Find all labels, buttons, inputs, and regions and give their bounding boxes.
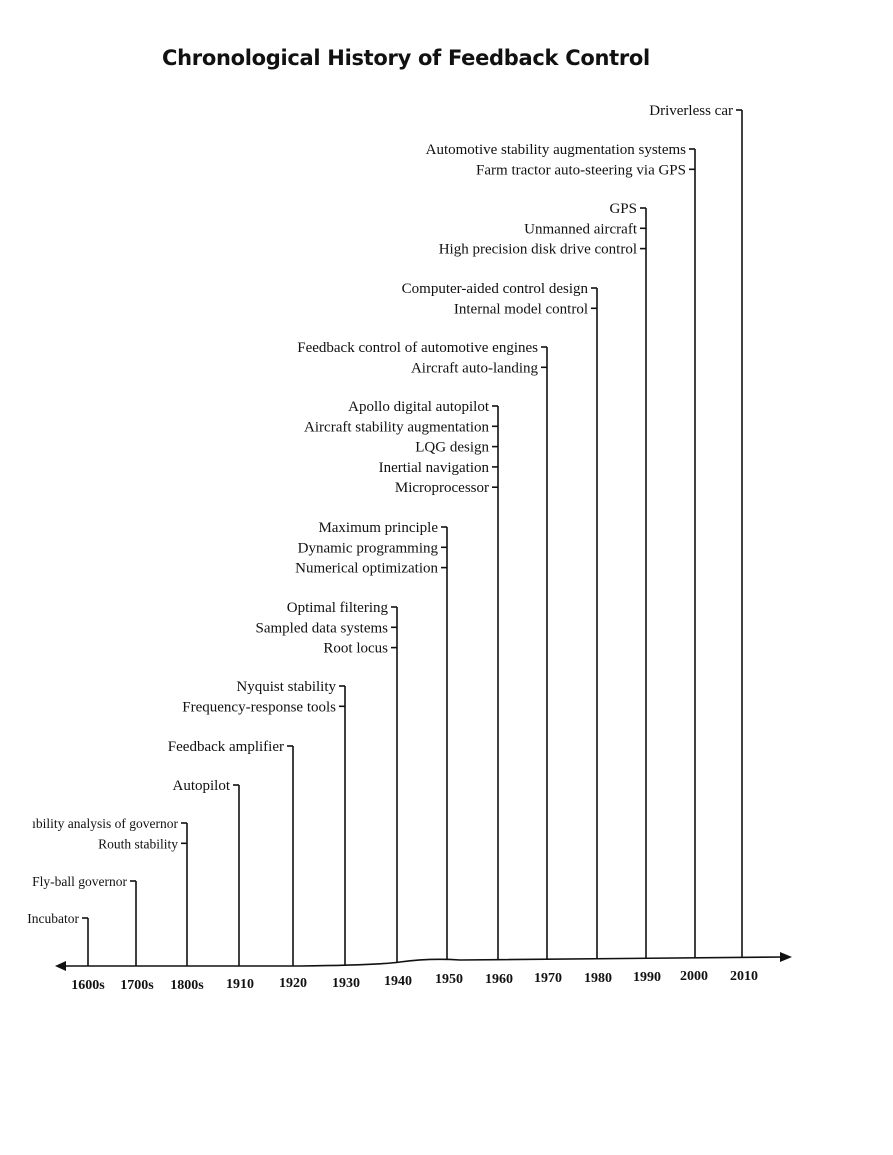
axis-tick-label-1700s: 1700s [120,978,154,993]
axis-tick-label-1950: 1950 [435,972,463,987]
axis-right-arrow [780,952,792,962]
axis-tick-label-1920: 1920 [279,976,307,991]
event-label: Routh stability [98,836,178,852]
event-label: Nyquist stability [236,679,336,695]
event-label: Driverless car [649,103,733,119]
event-label: Automotive stability augmentation systems [425,142,686,158]
event-label: Internal model control [453,301,588,318]
axis-tick-label-1940: 1940 [384,974,412,989]
event-group-1930 [182,679,345,966]
axis-tick-label-1600s: 1600s [71,978,105,993]
event-label: Apollo digital autopilot [348,399,489,415]
event-label: Computer-aided control design [401,281,588,297]
event-label: Feedback amplifier [167,739,284,755]
axis-tick-group [71,969,758,993]
event-group-1950 [295,520,447,960]
event-label: Unmanned aircraft [524,221,637,238]
axis-tick-label-2000: 2000 [680,969,708,984]
event-label: Sampled data systems [255,620,388,637]
event-label: Farm tractor auto-steering via GPS [476,162,686,179]
axis-left-arrow [55,961,66,971]
event-label: Fly-ball governor [32,874,127,889]
event-label: Frequency-response tools [182,699,336,716]
event-label: High precision disk drive control [438,241,637,258]
event-label: Optimal filtering [286,600,388,616]
event-group-2000 [426,142,695,958]
axis-tick-label-1980: 1980 [584,971,612,986]
axis-tick-label-1960: 1960 [485,972,513,987]
timeline-axis [60,957,785,966]
event-label: Dynamic programming [297,540,438,557]
event-label: GPS [609,201,637,217]
event-label: Maximum principle [318,520,438,536]
event-label: Autopilot [172,778,230,794]
page-title: Chronological History of Feedback Control [162,46,650,70]
event-label: Feedback control of automotive engines [297,340,538,356]
event-label: Aircraft auto-landing [410,360,538,377]
event-group-1910 [172,778,239,966]
event-label: Root locus [323,640,388,657]
event-label: ıbility analysis of governor [32,816,178,831]
axis-tick-label-1970: 1970 [534,971,562,986]
event-label: LQG design [415,439,489,456]
event-label: Numerical optimization [295,560,438,577]
event-group-1800s [32,816,187,966]
event-label: Inertial navigation [378,459,489,476]
axis-tick-label-1800s: 1800s [170,978,204,993]
event-group-1940 [256,600,397,963]
axis-tick-label-1930: 1930 [332,976,360,991]
axis-tick-label-1990: 1990 [633,970,661,985]
axis-tick-label-2010: 2010 [730,969,758,984]
event-group-container [27,103,742,966]
event-label: Aircraft stability augmentation [304,419,489,436]
event-group-1600s [27,911,88,966]
axis-tick-label-1910: 1910 [226,977,254,992]
event-label: Microprocessor [394,480,489,497]
event-group-1980 [402,281,597,959]
event-label: Incubator [27,911,79,926]
